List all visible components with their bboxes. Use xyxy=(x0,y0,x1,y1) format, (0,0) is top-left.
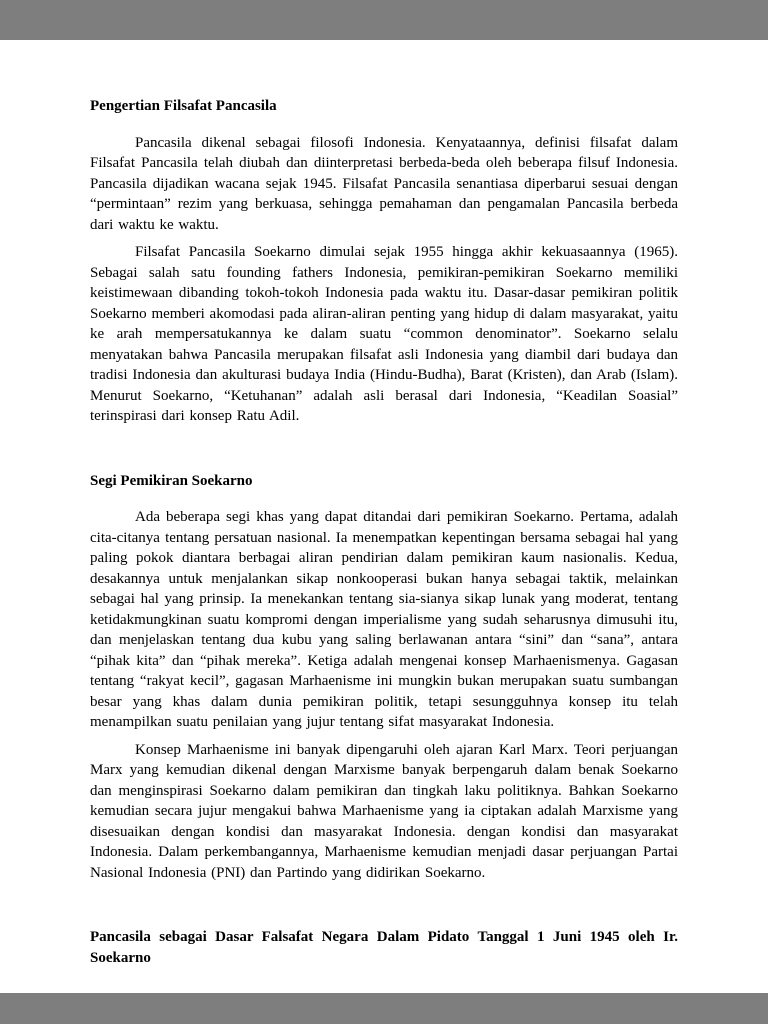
paragraph: Pancasila dikenal sebagai filosofi Indonesia. Kenyataannya, definisi filsafat dalam Filsafat Pancasila telah diubah dan diinterpretasi berbeda-beda oleh beberapa filsuf Indonesia. Pancasila dijadikan wacana sejak 1945. Filsafat Pancasila senantiasa diperbarui sesuai dengan “permintaan” rezim yang berkuasa, sehingga pemahaman dan pengamalan Pancasila berbeda dari waktu ke waktu. xyxy=(90,134,678,233)
document-page xyxy=(0,40,768,993)
paragraph: Filsafat Pancasila Soekarno dimulai sejak 1955 hingga akhir kekuasaannya (1965). Sebagai salah satu founding fathers Indonesia, pemikiran-pemikiran Soekarno memiliki keistimewaan dibanding tokoh-tokoh Indonesia pada waktu itu. Dasar-dasar pemikiran politik Soekarno memberi akomodasi pada aliran-aliran penting yang hidup di dalam masyarakat, yaitu ke arah mempersatukannya ke dalam suatu “common denominator”. Soekarno selalu menyatakan bahwa Pancasila merupakan filsafat asli Indonesia yang diambil dari budaya dan tradisi Indonesia dan akulturasi budaya India (Hindu-Budha), Barat (Kristen), dan Arab (Islam). Menurut Soekarno, “Ketuhanan” adalah asli berasal dari Indonesia, “Keadilan Soasial” terinspirasi dari konsep Ratu Adil. xyxy=(90,244,678,424)
section-heading: Segi Pemikiran Soekarno xyxy=(90,472,253,489)
paragraph: Ada beberapa segi khas yang dapat ditandai dari pemikiran Soekarno. Pertama, adalah cita-citanya tentang persatuan nasional. Ia menempatkan kepentingan bersama sebagai hal yang paling pokok diantara berbagai aliran pendirian dalam pemikiran kaum nasionalis. Kedua, desakannya untuk menjalankan sikap nonkooperasi bukan hanya sebagai taktik, melainkan sebagai hal yang prinsip. Ia menekankan tentang sia-sianya sikap lunak yang moderat, tentang ketidakmungkinan suatu kompromi dengan imperialisme yang sudah seharusnya dimusuhi itu, dan menjelaskan tentang dua kubu yang saling berlawanan antara “sini” dan “sana”, antara “pihak kita” dan “pihak mereka”. Ketiga adalah mengenai konsep Marhaenismenya. Gagasan tentang “rakyat kecil”, gagasan Marhaenisme ini mungkin bukan merupakan suatu sumbangan besar yang khas dalam dunia pemikiran politik, tetapi sesungguhnya konsep itu telah menampilkan suatu penilaian yang jujur tentang sifat masyarakat Indonesia. xyxy=(90,509,678,730)
paragraph: Konsep Marhaenisme ini banyak dipengaruhi oleh ajaran Karl Marx. Teori perjuangan Marx yang kemudian dikenal dengan Marxisme banyak berpengaruh dalam benak Soekarno dan menginspirasi Soekarno dalam pemikiran dan tingkah laku politiknya. Bahkan Soekarno kemudian secara jujur mengakui bahwa Marhaenisme yang ia ciptakan adalah Marxisme yang disesuaikan dengan kondisi dan masyarakat Indonesia. dengan kondisi dan masyarakat Indonesia. Dalam perkembangannya, Marhaenisme kemudian menjadi dasar perjuangan Partai Nasional Indonesia (PNI) dan Partindo yang didirikan Soekarno. xyxy=(90,741,678,881)
section-heading: Pancasila sebagai Dasar Falsafat Negara Dalam Pidato Tanggal 1 Juni 1945 oleh Ir. Soekarno xyxy=(90,929,678,966)
viewer-bottom-bar xyxy=(0,993,768,1024)
section-segi-pemikiran-soekarno xyxy=(90,471,678,884)
section-heading: Pengertian Filsafat Pancasila xyxy=(90,98,277,114)
section-pengertian-filsafat-pancasila xyxy=(90,96,678,427)
viewer-top-bar xyxy=(0,0,768,40)
section-pancasila-dasar-falsafat-negara xyxy=(90,927,678,968)
